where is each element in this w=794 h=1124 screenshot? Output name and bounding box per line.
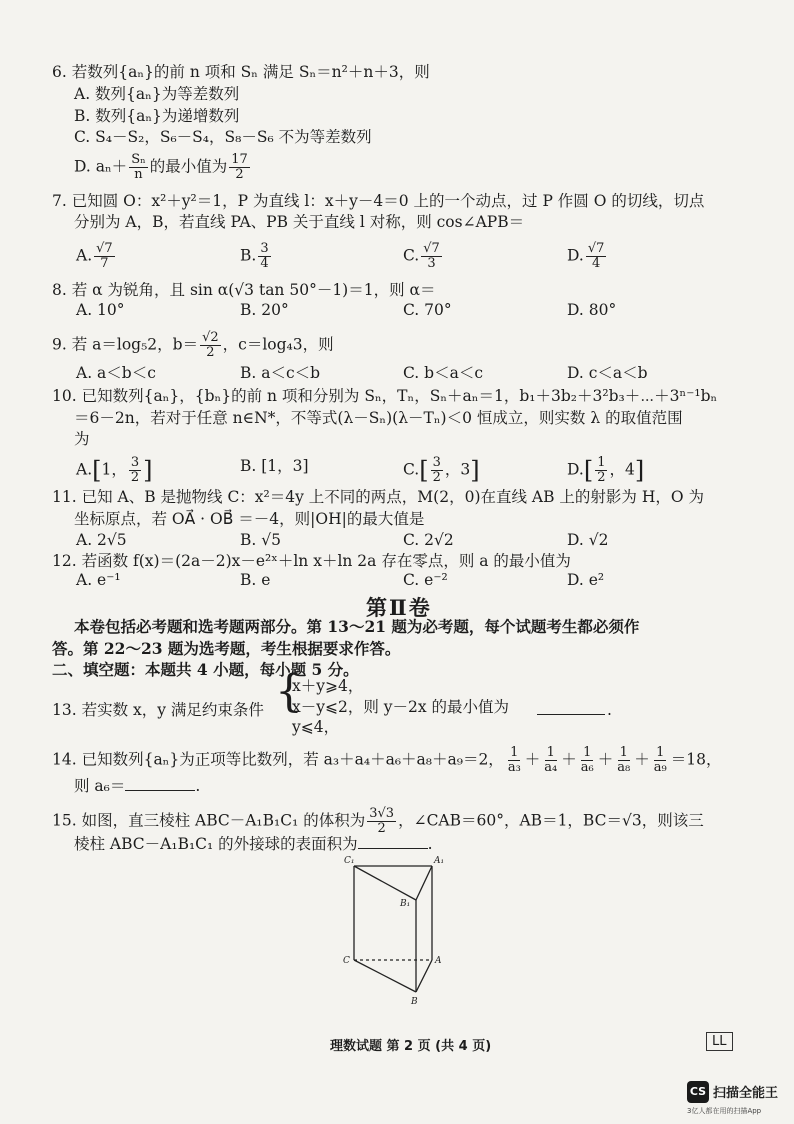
edge-a1-b1 — [416, 866, 432, 900]
label-a: A — [435, 956, 442, 966]
q13-answer-blank — [537, 700, 605, 715]
q7-option-c: C. $\frac{√7}{3}$ — [403, 241, 440, 271]
part2-title: 第Ⅱ卷 — [366, 595, 432, 620]
q7-option-b: B. $\frac{3}{4}$ — [240, 241, 269, 271]
q9-option-d: D. c＜a＜b — [567, 364, 648, 382]
label-c: C — [343, 956, 350, 966]
q12-option-b: B. e — [240, 571, 271, 589]
q14-line2: 则 a₆＝ . — [74, 777, 201, 795]
q9-option-a: A. a＜b＜c — [76, 364, 156, 382]
q11-option-c: C. 2√2 — [403, 531, 454, 549]
scanner-name: 扫描全能王 — [713, 1086, 779, 1101]
q8-option-b: B. 20° — [240, 301, 289, 319]
q14-answer-blank — [125, 776, 195, 791]
q7-stem-line2: 分别为 A，B，若直线 PA、PB 关于直线 l 对称，则 cos∠APB＝ — [74, 213, 525, 231]
q12-stem: 12. 若函数 f(x)＝(2a－2)x－e²ˣ＋ln x＋ln 2a 存在零点，则 a 的最小值为 — [52, 552, 571, 570]
q8-option-c: C. 70° — [403, 301, 452, 319]
page-footer: 理数试题 第 2 页 (共 4 页) — [330, 1039, 492, 1054]
q10-option-b: B. [1，3] — [240, 457, 309, 475]
label-a1: A₁ — [434, 856, 445, 866]
q6-option-c: C. S₄－S₂，S₆－S₄，S₈－S₆ 不为等差数列 — [74, 128, 372, 146]
q10-stem-line3: 为 — [74, 430, 90, 448]
q10-stem-line2: ＝6－2n，若对于任意 n∈N*，不等式(λ－Sₙ)(λ－Tₙ)＜0 恒成立，则实数 λ 的取值范围 — [74, 409, 683, 427]
q10-option-a: A.[1， $\frac{3}{2}$ ] — [76, 455, 153, 485]
paper-code-badge: LL — [706, 1032, 733, 1051]
q7-option-d: D. $\frac{√7}{4}$ — [567, 241, 605, 271]
q6-option-d: D. aₙ＋ $\frac{\text{Sₙ}}{n}$ 的最小值为 $\frac{17}{2}$ — [74, 152, 248, 182]
q12-option-a: A. e⁻¹ — [76, 571, 121, 589]
q10-stem-line1: 10. 已知数列{aₙ}，{bₙ}的前 n 项和分别为 Sₙ，Tₙ，Sₙ＋aₙ＝1，b₁＋3b₂＋3²b₃＋⋯＋3ⁿ⁻¹bₙ — [52, 387, 718, 405]
edge-a-b — [416, 960, 432, 992]
q15-stem-line1: 15. 如图，直三棱柱 ABC－A₁B₁C₁ 的体积为 $\frac{3√3}{2}$ ，∠CAB＝60°，AB＝1，BC＝√3，则该三 — [52, 806, 704, 836]
q11-option-a: A. 2√5 — [76, 531, 127, 549]
label-b1: B₁ — [400, 899, 411, 909]
camscanner-logo-icon: CS — [687, 1081, 709, 1103]
label-b: B — [411, 997, 418, 1007]
q8-option-d: D. 80° — [567, 301, 617, 319]
section-fill-in-heading: 二、填空题：本题共 4 小题，每小题 5 分。 — [52, 660, 359, 679]
q13-constraint-2: x－y⩽2，则 y－2x 的最小值为 — [292, 698, 510, 716]
q10-option-c: C.[ $\frac{3}{2}$ ，3] — [403, 455, 480, 485]
q13-brace: { — [275, 666, 303, 717]
q6-option-b: B. 数列{aₙ}为递增数列 — [74, 107, 240, 125]
q9-option-b: B. a＜c＜b — [240, 364, 321, 382]
q6-option-a: A. 数列{aₙ}为等差数列 — [74, 85, 240, 103]
part2-intro-line2: 答。第 22～23 题为选考题，考生根据要求作答。 — [52, 639, 401, 658]
q11-stem-line2: 坐标原点，若 OA⃗ · OB⃗ ＝－4，则|OH|的最大值是 — [74, 510, 425, 528]
q6-stem: 6. 若数列{aₙ}的前 n 项和 Sₙ 满足 Sₙ＝n²＋n＋3，则 — [52, 63, 430, 81]
q14-stem: 14. 已知数列{aₙ}为正项等比数列，若 a₃＋a₄＋a₆＋a₈＋a₉＝2， $\frac{1}{\text{a₃}}$ ＋ $\frac{1}{\text{a₄}}$ ＋ $\frac{1}{\text{a₆}}$ ＋ $\frac{1}{\text{a₈}}$ ＋ $\frac{1}{\text{a₉}}$ ＝18， — [52, 745, 722, 775]
q7-stem-line1: 7. 已知圆 O：x²＋y²＝1，P 为直线 l：x＋y－4＝0 上的一个动点，过 P 作圆 O 的切线，切点 — [52, 192, 705, 210]
q8-option-a: A. 10° — [76, 301, 125, 319]
edge-c1-b1 — [354, 866, 416, 900]
edge-c-b — [354, 960, 416, 992]
q11-stem-line1: 11. 已知 A、B 是抛物线 C：x²＝4y 上不同的两点，M(2，0)在直线 AB 上的射影为 H，O 为 — [52, 488, 705, 506]
q15-stem-line2: 棱柱 ABC－A₁B₁C₁ 的外接球的表面积为 . — [74, 835, 433, 853]
prism-figure — [330, 850, 470, 1010]
q13-period: . — [607, 701, 612, 719]
q13-stem: 13. 若实数 x，y 满足约束条件 — [52, 701, 264, 719]
q9-stem: 9. 若 a＝log₅2，b＝ $\frac{√2}{2}$ ，c＝log₄3，则 — [52, 330, 334, 360]
q12-option-d: D. e² — [567, 571, 605, 589]
scanner-tagline: 3亿人都在用的扫描App — [687, 1107, 762, 1115]
q11-option-b: B. √5 — [240, 531, 281, 549]
q10-option-d: D.[ $\frac{1}{2}$ ，4] — [567, 455, 645, 485]
label-c1: C₁ — [344, 856, 355, 866]
q9-option-c: C. b＜a＜c — [403, 364, 484, 382]
q7-option-a: A. $\frac{√7}{7}$ — [76, 241, 113, 271]
q11-option-d: D. √2 — [567, 531, 609, 549]
q13-constraint-3: y⩽4， — [292, 718, 340, 736]
q12-option-c: C. e⁻² — [403, 571, 448, 589]
q8-stem: 8. 若 α 为锐角，且 sin α(√3 tan 50°－1)＝1，则 α＝ — [52, 281, 436, 299]
q13-constraint-1: x＋y⩾4， — [292, 677, 364, 695]
part2-intro-line1: 本卷包括必考题和选考题两部分。第 13～21 题为必考题，每个试题考生都必须作 — [74, 617, 640, 636]
q15-answer-blank — [358, 834, 428, 849]
